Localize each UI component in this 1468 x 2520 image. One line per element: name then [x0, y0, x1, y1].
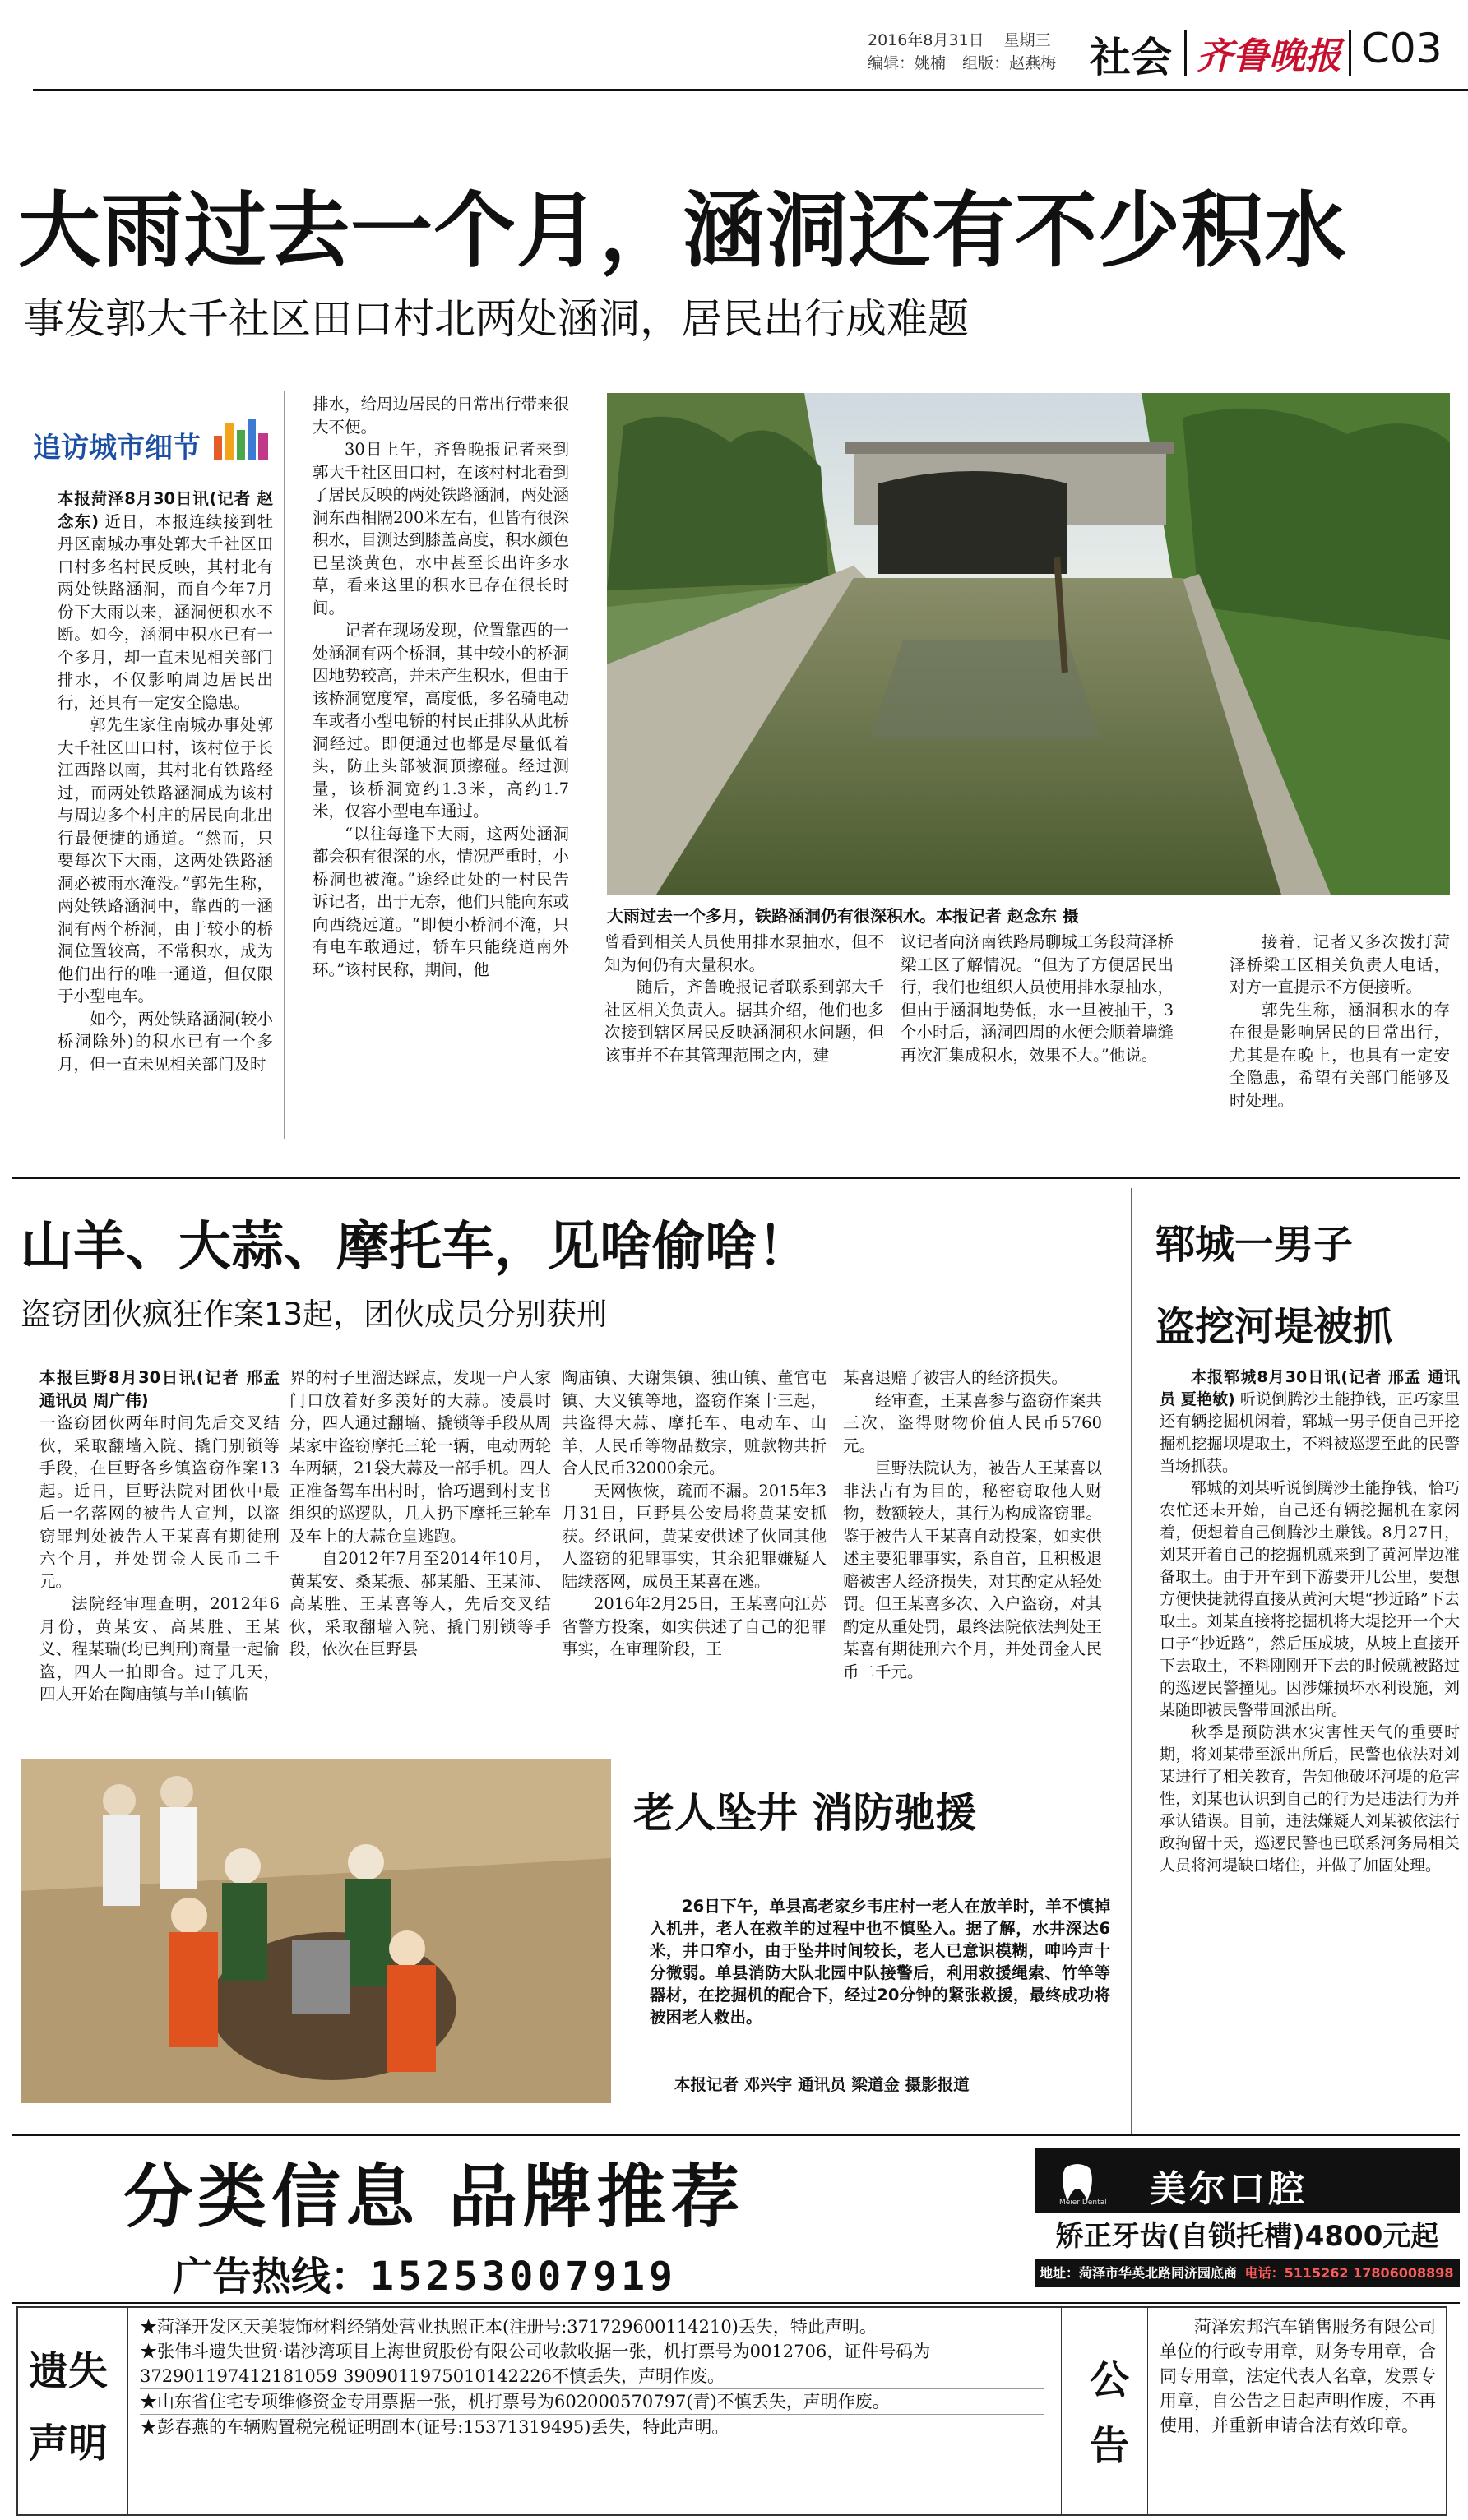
story2-paragraph: 陶庙镇、大谢集镇、独山镇、董官屯镇、大义镇等地，盗窃作案十三起，共盗得大蒜、摩托车、电动车、山羊，人民币等物品数宗，赃款物共折合人民币32000余元。: [562, 1368, 827, 1477]
issue-weekday: 星期三: [1003, 31, 1051, 49]
story3-paragraph: 郓城的刘某听说倒腾沙土能挣钱，恰巧农忙还未开始，自己还有辆挖掘机在家闲着，便想着自己倒腾沙土赚钱。8月27日，刘某开着自己的挖掘机就来到了黄河岸边准备取土。由于开车到下游要开几公里，要想方便快捷就得直接从黄河大堤“抄近路”下去取土。刘某直接将挖掘机将大堤挖开一个大口子“抄近路”，然后压成坡，从坡上直接开下去取土，不料刚刚开下去的时候就被路过的巡逻民警撞见。因涉嫌损坏水利设施，刘某随即被民警带回派出所。: [1160, 1479, 1460, 1719]
column-rule: [284, 391, 285, 1139]
photo-caption: 大雨过去一个多月，铁路涵洞仍有很深积水。本报记者 赵念东 摄: [607, 906, 1079, 926]
brand-logo: 齐鲁晚报: [1197, 35, 1341, 77]
section-rule: [12, 1177, 1460, 1179]
story1-paragraph: 如今，两处铁路涵洞(较小桥洞除外)的积水已有一个多月，但一直未见相关部门及时: [58, 1009, 273, 1074]
public-notice-text: 菏泽宏邦汽车销售服务有限公司单位的行政专用章，财务专用章，合同专用章，法定代表人名章，发票专用章，自公告之日起声明作废，不再使用，并重新申请合法有效印章。: [1160, 2317, 1436, 2435]
ad-hotline: [173, 2245, 677, 2301]
story1-paragraph: 随后，齐鲁晚报记者联系到郭大千社区相关负责人。据其介绍，他们也多次接到辖区居民反映涵洞积水问题，但该事并不在其管理范围之内，建: [604, 978, 884, 1065]
well-rescue-image: [21, 1759, 611, 2103]
story1-paragraph: “以往每逢下大雨，这两处涵洞都会积有很深的水，情况严重时，小桥洞也被淹。”途经此处的一村民告诉记者，出于无奈，他们只能向东或向西绕远道。“即便小桥洞不淹，只有电车敢通过，轿车只能绕道南外环。”该村民称，期间，他: [313, 824, 570, 979]
story1-column-3: [604, 931, 884, 1066]
column-logo: [33, 415, 276, 465]
story3-headline-line2: 盗挖河堤被抓: [1155, 1304, 1393, 1350]
masthead: [0, 0, 1468, 82]
dental-ad: [1035, 2148, 1460, 2287]
story2-paragraph: 天网恢恢，疏而不漏。2015年3月31日，巨野县公安局将黄某安抓获。经讯问，黄某安供述了伙同其他人盗窃的犯罪事实，其余犯罪嫌疑人陆续落网，成员王某喜在逃。: [562, 1481, 827, 1591]
rescue-photo: [21, 1759, 611, 2103]
dental-phone: 电话：5115262 17806008898: [1244, 2265, 1454, 2281]
story1-paragraph: 曾看到相关人员使用排水泵抽水，但不知为何仍有大量积水。: [604, 932, 884, 974]
story2-paragraph: 2016年2月25日，王某喜向江苏省警方投案，如实供述了自己的犯罪事实，在审理阶段，王: [562, 1594, 827, 1658]
staff-line: [868, 51, 1056, 73]
story2-dateline: 本报巨野8月30日讯(记者 邢孟 通讯员 周广伟): [39, 1368, 280, 1410]
story4-body: 26日下午，单县高老家乡韦庄村一老人在放羊时，羊不慎掉入机井，老人在救羊的过程中也不慎坠入。据了解，水井深达6米，井口窄小，由于坠井时间较长，老人已意识模糊，呻吟声十分微弱。单县消防大队北园中队接警后，利用救援绳索、竹竿等器材，在挖掘机的配合下，经过20分钟的紧张救援，最终成功将被困老人救出。: [650, 1897, 1110, 2027]
story3-paragraph: 听说倒腾沙土能挣钱，正巧家里还有辆挖掘机闲着，郓城一男子便自己开挖掘机挖掘坝堤取土，不料被巡逻至此的民警当场抓获。: [1160, 1390, 1460, 1475]
story3-column: [1160, 1366, 1460, 1877]
story3-headline-line1: 郓城一男子: [1155, 1222, 1354, 1268]
classifieds-title: 分类信息 品牌推荐: [123, 2156, 745, 2237]
lost-notice-item: ★山东省住宅专项维修资金专用票据一张，机打票号为602000570797(青)不慎丢失，声明作废。: [140, 2388, 1044, 2414]
story2-column-3: [562, 1366, 827, 1661]
story1-subhead: 事发郭大千社区田口村北两处涵洞，居民出行成难题: [23, 295, 969, 343]
story2-subhead: 盗窃团伙疯狂作案13起，团伙成员分别获刑: [21, 1297, 608, 1332]
issue-date: 2016年8月31日: [868, 31, 984, 49]
section-rule: [12, 2302, 1460, 2304]
issue-date-line: [868, 28, 1051, 50]
section-rule: [12, 2134, 1460, 2136]
culvert-photo: [607, 393, 1450, 895]
story1-dateline: 本报菏泽8月30日讯(记者 赵念东): [58, 489, 273, 531]
story1-paragraph: 议记者向济南铁路局聊城工务段菏泽桥梁工区了解情况。“但为了方便居民出行，我们也组织人员使用排水泵抽水，但由于涵洞地势低，水一旦被抽干，3个小时后，涵洞四周的水便会顺着墙缝再次汇集成积水，效果不大。”他说。: [901, 932, 1174, 1065]
story1-headline: 大雨过去一个月，涵洞还有不少积水: [18, 183, 1347, 279]
masthead-divider: [1184, 30, 1187, 76]
dental-brand: 美尔口腔: [1150, 2168, 1308, 2210]
ad-hotline-number: 15253007919: [370, 2254, 677, 2300]
notice-divider: [1147, 2306, 1148, 2516]
story2-column-2: [289, 1366, 551, 1661]
story1-paragraph: 30日上午，齐鲁晚报记者来到郭大千社区田口村，在该村村北看到了居民反映的两处铁路涵洞，两处涵洞东西相隔200米左右，但皆有很深积水，目测达到膝盖高度，积水颜色已呈淡黄色，水中甚至长出许多水草，看来这里的积水已存在很长时间。: [313, 440, 570, 617]
lost-notice-item: ★张伟斗遗失世贸·诺沙湾项目上海世贸股份有限公司收款收据一张，机打票号为0012706，证件号码为372901197412181059 3909011975010142226不慎丢失，声明作废。: [140, 2342, 931, 2386]
story1-paragraph: 郭先生称，涵洞积水的存在很是影响居民的日常出行，尤其是在晚上，也具有一定安全隐患，希望有关部门能够及时处理。: [1230, 1000, 1450, 1110]
column-logo-text: 追访城市细节: [33, 432, 201, 465]
lost-notice-item: ★彭春燕的车辆购置税完税证明副本(证号:15371319495)丢失，特此声明。: [140, 2414, 1044, 2439]
layout-credit: 组版：赵燕梅: [962, 54, 1057, 72]
story1-column-2: [313, 393, 569, 981]
story2-paragraph: 一盗窃团伙两年时间先后交叉结伙，采取翻墙入院、撬门别锁等手段，在巨野各乡镇盗窃作案13起。近日，巨野法院对团伙中最后一名落网的被告人宣判，以盗窃罪判处被告人王某喜有期徒刑六个月，并处罚金人民币二千元。: [39, 1413, 280, 1591]
story3-paragraph: 秋季是预防洪水灾害性天气的重要时期，将刘某带至派出所后，民警也依法对刘某进行了相关教育，告知他破坏河堤的危害性，刘某也认识到自己的行为是违法行为并承认错误。目前，违法嫌疑人刘某被依法行政拘留十天，巡逻民警也已联系河务局相关人员将河堤缺口堵住，并做了加固处理。: [1160, 1723, 1460, 1875]
story1-paragraph: 近日，本报连续接到牡丹区南城办事处郭大千社区田口村多名村民反映，其村北有两处铁路涵洞，而自今年7月份下大雨以来，涵洞便积水不断。如今，涵洞中积水已有一个多月，却一直未见相关部门排水，不仅影响周边居民出行，还具有一定安全隐患。: [58, 511, 273, 712]
tooth-icon: [1053, 2156, 1102, 2205]
story1-column-5: [1230, 931, 1450, 1112]
notice-divider: [1061, 2306, 1062, 2516]
masthead-divider-2: [1349, 30, 1351, 76]
public-notice-label: 公告: [1090, 2357, 1130, 2469]
column-rule: [1131, 1188, 1132, 2134]
city-skyline-icon: [210, 415, 276, 465]
dental-address: 地址：菏泽市华英北路同济园底商: [1040, 2265, 1238, 2281]
editor-credit: 编辑：姚楠: [868, 54, 947, 72]
story1-paragraph: 排水，给周边居民的日常出行带来很大不便。: [313, 395, 570, 437]
story2-paragraph: 界的村子里溜达踩点，发现一户人家门口放着好多羡好的大蒜。凌晨时分，四人通过翻墙、撬锁等手段从周某家中盗窃摩托三轮一辆，电动两轮车两辆，21袋大蒜及一部手机。四人正准备驾车出村时，恰巧遇到村支书组织的巡逻队，几人扔下摩托三轮车及车上的大蒜仓皇逃跑。: [289, 1368, 551, 1546]
story2-paragraph: 巨野法院认为，被告人王某喜以非法占有为目的，秘密窃取他人财物，数额较大，其行为构成盗窃罪。鉴于被告人王某喜自动投案，如实供述主要犯罪事实，系自首，且积极退赔被害人经济损失，对其酌定从轻处罚。但王某喜多次、入户盗窃，对其酌定从重处罚，最终法院依法判处王某喜有期徒刑六个月，并处罚金人民币二千元。: [843, 1459, 1102, 1681]
story1-column-1: [58, 488, 273, 1075]
page-number: C03: [1361, 25, 1443, 72]
ad-hotline-label: 广告热线：: [173, 2254, 371, 2300]
story2-paragraph: 某喜退赔了被害人的经济损失。: [843, 1368, 1068, 1387]
story4-headline: 老人坠井 消防驰援: [633, 1789, 977, 1837]
story1-paragraph: 郭先生家住南城办事处郭大千社区田口村，该村位于长江西路以南，其村北有铁路经过，而两处铁路涵洞成为该村与周边多个村庄的居民向北出行最便捷的通道。“然而，只要每次下大雨，这两处铁路涵洞必被雨水淹没。”郭先生称，两处铁路涵洞中，靠西的一涵洞有两个桥洞，由于较小的桥洞位置较高，不常积水，成为他们出行的唯一通道，但仅限于小型电车。: [58, 715, 273, 1006]
story2-column-1: [39, 1366, 280, 1706]
story3-dateline: 本报郓城8月30日讯(记者 邢孟 通讯员 夏艳敏): [1160, 1368, 1460, 1408]
story2-headline: 山羊、大蒜、摩托车，见啥偷啥！: [21, 1217, 810, 1278]
dental-offer: 矫正牙齿(自锁托槽)4800元起: [1055, 2220, 1439, 2253]
notice-divider: [127, 2306, 128, 2516]
story2-column-4: [843, 1366, 1102, 1683]
section-name: 社会: [1090, 34, 1172, 81]
dental-ad-header: [1035, 2148, 1460, 2213]
dental-brand-en: Meier Dental: [1059, 2199, 1107, 2207]
story2-paragraph: 法院经审理查明，2012年6月份，黄某安、高某胜、王某义、程某瑞(均已判刑)商量一起偷盗，四人一拍即合。过了几天，四人开始在陶庙镇与羊山镇临: [39, 1594, 280, 1704]
story2-paragraph: 自2012年7月至2014年10月，黄某安、桑某振、郝某船、王某沛、高某胜、王某喜等人，先后交叉结伙，采取翻墙入院、撬门别锁等手段，依次在巨野县: [289, 1549, 551, 1658]
lost-notice-item: ★菏泽开发区天美装饰材料经销处营业执照正本(注册号:371729600114210)丢失，特此声明。: [140, 2317, 877, 2337]
lost-notice-list: [140, 2314, 1044, 2439]
story1-paragraph: 接着，记者又多次拨打菏泽桥梁工区相关负责人电话，对方一直提示不方便接听。: [1230, 932, 1450, 996]
story1-column-4: [901, 931, 1174, 1066]
story2-paragraph: 经审查，王某喜参与盗窃作案共三次，盗得财物价值人民币5760元。: [843, 1390, 1102, 1455]
masthead-rule: [33, 89, 1468, 91]
culvert-scene-image: [607, 393, 1450, 895]
lost-notice-label: 遗失声明: [29, 2348, 109, 2467]
story4-byline: 本报记者 邓兴宇 通讯员 梁道金 摄影报道: [674, 2075, 970, 2094]
story1-paragraph: 记者在现场发现，位置靠西的一处涵洞有两个桥洞，其中较小的桥洞因地势较高，并未产生积水，但由于该桥洞宽度窄，高度低，多名骑电动车或者小型电轿的村民正排队从此桥洞经过。即便通过也都是尽量低着头，防止头部被洞顶擦碰。经过测量，该桥洞宽约1.3米，高约1.7米，仅容小型电车通过。: [313, 621, 570, 821]
dental-contact: [1035, 2259, 1460, 2287]
